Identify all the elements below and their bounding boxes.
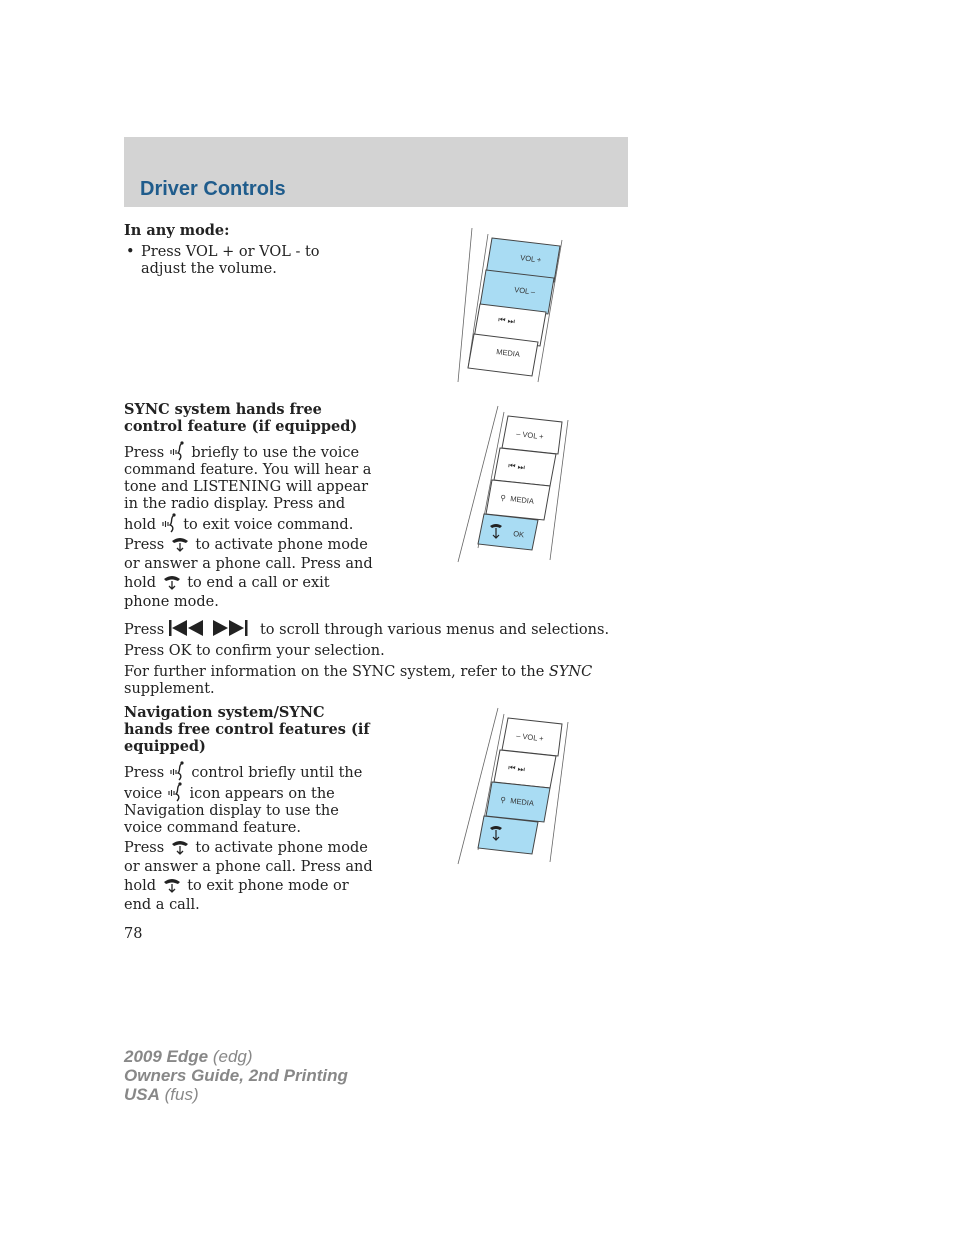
vol-button xyxy=(502,718,562,756)
media-label: MEDIA xyxy=(509,796,535,808)
vol-label: – VOL + xyxy=(515,731,545,744)
bullet-text: Press VOL + or VOL - to adjust the volume. xyxy=(141,244,320,277)
voice-icon xyxy=(167,782,185,802)
voice-icon xyxy=(169,441,187,461)
steering-controls-figure-3 xyxy=(450,704,570,868)
sync-voice-paragraph: Press briefly to use the voice command feature. You will hear a tone and LISTENING will appear in the radio display. Press and hold to exit voice command. xyxy=(124,441,374,534)
footer: 2009 Edge (edg) Owners Guide, 2nd Printing USA (fus) xyxy=(124,1047,348,1104)
phone-icon xyxy=(161,573,183,591)
media-button xyxy=(468,334,538,376)
svg-text:⏮ ⏭: ⏮ ⏭ xyxy=(507,763,526,775)
section-heading-sync: SYNC system hands free control feature (if equipped) xyxy=(124,401,358,435)
bullet-item xyxy=(124,244,369,278)
header-band xyxy=(124,137,628,207)
nav-phone-paragraph: Press to activate phone mode or answer a phone call. Press and hold to exit phone mode or end a call. xyxy=(124,840,373,913)
media-label: MEDIA xyxy=(495,347,521,359)
media-button xyxy=(486,480,550,520)
phone-icon xyxy=(169,838,191,856)
section-heading-any-mode: In any mode: xyxy=(124,222,230,239)
phone-icon xyxy=(169,535,191,553)
steering-controls-figure-1 xyxy=(450,222,570,386)
vol-minus-label: VOL – xyxy=(513,285,536,297)
media-button xyxy=(486,782,550,822)
ok-label: OK xyxy=(512,529,525,540)
steering-controls-figure-2 xyxy=(450,402,570,566)
svg-text:⏮ ⏭: ⏮ ⏭ xyxy=(497,315,516,327)
seek-paragraph: Press to scroll through various menus and selections. Press OK to confirm your selection. xyxy=(124,619,624,662)
section-heading-nav: Navigation system/SYNC hands free control features (if equipped) xyxy=(124,704,370,755)
voice-icon xyxy=(161,513,179,533)
bullet-dot: • xyxy=(126,244,135,260)
vol-label: – VOL + xyxy=(515,429,545,442)
seek-forward-icon xyxy=(211,619,249,637)
sync-phone-paragraph: Press to activate phone mode or answer a phone call. Press and hold to end a call or exit phone mode. xyxy=(124,537,373,610)
seek-button xyxy=(494,750,556,788)
sync-supplement-ref: SYNC xyxy=(548,664,593,680)
nav-voice-paragraph: Press control briefly until the voice icon appears on the Navigation display to use the voice command feature. xyxy=(124,761,374,837)
phone-ok-button xyxy=(478,514,538,550)
page-title: Driver Controls xyxy=(140,178,286,200)
voice-icon xyxy=(169,761,187,781)
seek-button xyxy=(494,448,556,486)
vol-plus-label: VOL + xyxy=(519,253,542,265)
vol-button xyxy=(502,416,562,454)
phone-icon xyxy=(161,876,183,894)
seek-back-icon xyxy=(169,619,207,637)
svg-text:⚲: ⚲ xyxy=(499,795,507,805)
further-info-paragraph: For further information on the SYNC system, refer to the SYNC supplement. xyxy=(124,664,593,697)
phone-button xyxy=(478,816,538,854)
media-label: MEDIA xyxy=(509,494,535,506)
page-number: 78 xyxy=(124,926,143,942)
svg-text:⏮ ⏭: ⏮ ⏭ xyxy=(507,461,526,473)
svg-text:⚲: ⚲ xyxy=(499,493,507,503)
